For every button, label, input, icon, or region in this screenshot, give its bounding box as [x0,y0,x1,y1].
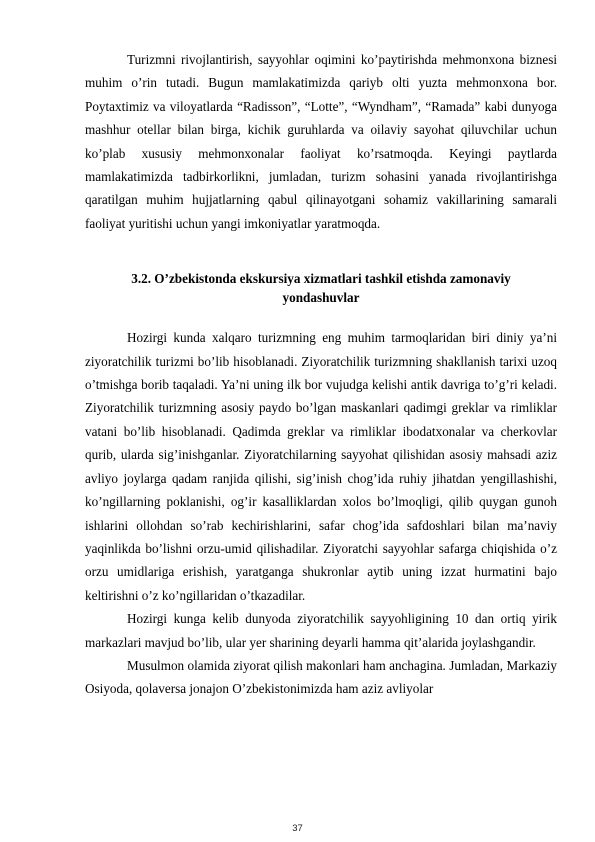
paragraph-pilgrimage-tourism: Hozirgi kunda xalqaro turizmning eng muhim tarmoqlaridan biri diniy ya’ni ziyoratchilik turizmi bo’lib hisoblanadi. Ziyoratchilik turizmning shakllanish tarixi uzoq o’tmishga borib taqaladi. Ya’ni uning ilk bor vujudga kelishi antik davriga to’g’ri keladi. Ziyoratchilik turizmning asosiy paydo bo’lgan maskanlari qadimgi greklar va rimliklar vatani bo’lib hisoblanadi. Qadimda greklar va rimliklar ibodatxonalar va cherkovlar qurib, ularda sig’inishganlar. Ziyoratchilarning sayyohat qilishidan asosiy mahsadi aziz avliyo joylarga qadam ranjida qilishi, sig’inish chog’ida ruhiy jihatdan yengillashishi, ko’ngillarning poklanishi, og’ir kasalliklardan xolos bo’lmoqligi, qilib quygan gunoh ishlarini ollohdan so’rab kechirishlarini, safar chog’ida safdoshlari bilan ma’naviy yaqinlikda bo’lishni orzu-umid qilishadilar. Ziyoratchi sayyohlar safarga chiqishida o’z orzu umidlariga erishish, yaratganga shukronlar aytib uning izzat hurmatini bajo keltirishni o’z ko’ngillaridan o’tkazadilar. [85,330,557,603]
paragraph-pilgrimage-centers: Hozirgi kunga kelib dunyoda ziyoratchilik sayyohligining 10 dan ortiq yirik markazlari mavjud bo’lib, ular yer sharining deyarli hamma qit’alarida joylashgandir. [85,611,557,650]
paragraph-hotel-business: Turizmni rivojlantirish, sayyohlar oqimini ko’paytirishda mehmonxona biznesi muhim o’rin tutadi. Bugun mamlakatimizda qariyb olti yuzta mehmonxona bor. Poytaxtimiz va viloyatlarda “Radisson”, “Lotte”, “Wyndham”, “Ramada” kabi dunyoga mashhur otellar bilan birga, kichik guruhlarda va oilaviy sayohat qiluvchilar uchun ko’plab xususiy mehmonxonalar faoliyat ko’rsatmoqda. Keyingi paytlarda mamlakatimizda tadbirkorlikni, jumladan, turizm sohasini yanada rivojlantirishga qaratilgan muhim hujjatlarning qabul qilinayotgani sohamiz vakillarining samarali faoliyat yuritishi uchun yangi imkoniyatlar yaratmoqda. [85,52,557,231]
section-heading-line-1: 3.2. O’zbekistonda ekskursiya xizmatlari tashkil etishda zamonaviy [131,271,511,287]
section-heading [85,269,557,307]
section-heading-line-2: yondashuvlar [282,290,360,306]
paragraph-muslim-world: Musulmon olamida ziyorat qilish makonlari ham anchagina. Jumladan, Markaziy Osiyoda, qolaversa jonajon O’zbekistonimizda ham aziz avliyolar [85,657,557,697]
page-number: 37 [292,823,303,834]
document-page [85,48,557,701]
